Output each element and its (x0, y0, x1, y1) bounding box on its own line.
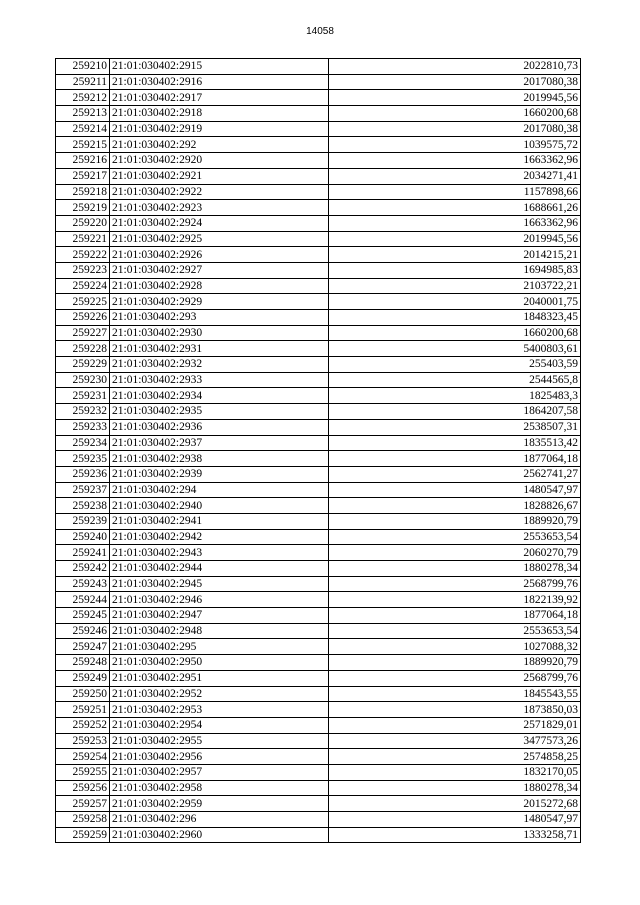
table-row (56, 168, 581, 184)
cadastral-value-cell: 1889920,79 (329, 513, 581, 529)
cadastral-number-cell: 21:01:030402:2940 (110, 498, 329, 514)
row-number-cell: 259233 (56, 419, 110, 435)
cadastral-number-cell: 21:01:030402:292 (110, 137, 329, 153)
cadastral-value-cell: 2015272,68 (329, 796, 581, 812)
cadastral-number-cell: 21:01:030402:2955 (110, 733, 329, 749)
cadastral-number-cell: 21:01:030402:2956 (110, 749, 329, 765)
row-number-cell: 259211 (56, 74, 110, 90)
cadastral-value-cell: 1845543,55 (329, 686, 581, 702)
table-row (56, 717, 581, 733)
row-number-cell: 259241 (56, 545, 110, 561)
table-row (56, 137, 581, 153)
table-row (56, 74, 581, 90)
table-row (56, 372, 581, 388)
cadastral-value-cell: 1848323,45 (329, 310, 581, 326)
cadastral-number-cell: 21:01:030402:2938 (110, 451, 329, 467)
cadastral-number-cell: 21:01:030402:2916 (110, 74, 329, 90)
cadastral-number-cell: 21:01:030402:2939 (110, 466, 329, 482)
cadastral-number-cell: 21:01:030402:2946 (110, 592, 329, 608)
row-number-cell: 259248 (56, 655, 110, 671)
row-number-cell: 259223 (56, 262, 110, 278)
cadastral-value-cell: 1877064,18 (329, 451, 581, 467)
cadastral-value-cell: 1660200,68 (329, 106, 581, 122)
cadastral-value-cell: 2538507,31 (329, 419, 581, 435)
row-number-cell: 259258 (56, 812, 110, 828)
cadastral-number-cell: 21:01:030402:2954 (110, 717, 329, 733)
row-number-cell: 259247 (56, 639, 110, 655)
cadastral-number-cell: 21:01:030402:2947 (110, 608, 329, 624)
row-number-cell: 259251 (56, 702, 110, 718)
table-row (56, 231, 581, 247)
row-number-cell: 259212 (56, 90, 110, 106)
table-row (56, 498, 581, 514)
cadastral-number-cell: 21:01:030402:2936 (110, 419, 329, 435)
cadastral-value-cell: 2103722,21 (329, 278, 581, 294)
table-row (56, 59, 581, 75)
row-number-cell: 259220 (56, 215, 110, 231)
row-number-cell: 259225 (56, 294, 110, 310)
cadastral-value-cell: 1877064,18 (329, 608, 581, 624)
table-row (56, 153, 581, 169)
row-number-cell: 259256 (56, 780, 110, 796)
cadastral-value-cell: 2017080,38 (329, 121, 581, 137)
cadastral-number-cell: 21:01:030402:2935 (110, 404, 329, 420)
cadastral-number-cell: 21:01:030402:2959 (110, 796, 329, 812)
row-number-cell: 259239 (56, 513, 110, 529)
cadastral-value-cell: 2568799,76 (329, 576, 581, 592)
cadastral-value-cell: 2040001,75 (329, 294, 581, 310)
cadastral-number-cell: 21:01:030402:2958 (110, 780, 329, 796)
cadastral-number-cell: 21:01:030402:2941 (110, 513, 329, 529)
cadastral-number-cell: 21:01:030402:2953 (110, 702, 329, 718)
cadastral-number-cell: 21:01:030402:2922 (110, 184, 329, 200)
cadastral-value-cell: 2568799,76 (329, 670, 581, 686)
row-number-cell: 259232 (56, 404, 110, 420)
cadastral-value-cell: 2553653,54 (329, 529, 581, 545)
row-number-cell: 259221 (56, 231, 110, 247)
table-row (56, 702, 581, 718)
row-number-cell: 259240 (56, 529, 110, 545)
row-number-cell: 259253 (56, 733, 110, 749)
cadastral-value-cell: 2544565,8 (329, 372, 581, 388)
table-row (56, 262, 581, 278)
row-number-cell: 259234 (56, 435, 110, 451)
table-row (56, 655, 581, 671)
table-row (56, 749, 581, 765)
table-row (56, 545, 581, 561)
cadastral-value-cell: 2553653,54 (329, 623, 581, 639)
cadastral-number-cell: 21:01:030402:2932 (110, 357, 329, 373)
row-number-cell: 259238 (56, 498, 110, 514)
cadastral-value-cell: 1039575,72 (329, 137, 581, 153)
cadastral-number-cell: 21:01:030402:2952 (110, 686, 329, 702)
row-number-cell: 259255 (56, 764, 110, 780)
cadastral-number-cell: 21:01:030402:294 (110, 482, 329, 498)
table-row (56, 686, 581, 702)
row-number-cell: 259242 (56, 561, 110, 577)
row-number-cell: 259217 (56, 168, 110, 184)
row-number-cell: 259224 (56, 278, 110, 294)
row-number-cell: 259245 (56, 608, 110, 624)
table-row (56, 435, 581, 451)
table-row (56, 294, 581, 310)
table-row (56, 90, 581, 106)
cadastral-number-cell: 21:01:030402:2915 (110, 59, 329, 75)
row-number-cell: 259213 (56, 106, 110, 122)
cadastral-value-cell: 2562741,27 (329, 466, 581, 482)
cadastral-value-cell: 2571829,01 (329, 717, 581, 733)
cadastral-value-cell: 2014215,21 (329, 247, 581, 263)
cadastral-value-cell: 1832170,05 (329, 764, 581, 780)
row-number-cell: 259237 (56, 482, 110, 498)
table-row (56, 812, 581, 828)
page-number: 14058 (306, 26, 334, 37)
cadastral-number-cell: 21:01:030402:2927 (110, 262, 329, 278)
cadastral-value-cell: 2034271,41 (329, 168, 581, 184)
cadastral-number-cell: 21:01:030402:2920 (110, 153, 329, 169)
cadastral-number-cell: 21:01:030402:2923 (110, 200, 329, 216)
row-number-cell: 259219 (56, 200, 110, 216)
cadastral-number-cell: 21:01:030402:2931 (110, 341, 329, 357)
row-number-cell: 259236 (56, 466, 110, 482)
table-row (56, 357, 581, 373)
cadastral-value-cell: 1480547,97 (329, 482, 581, 498)
cadastral-value-table (55, 58, 581, 843)
row-number-cell: 259228 (56, 341, 110, 357)
cadastral-number-cell: 21:01:030402:2917 (110, 90, 329, 106)
table-row (56, 106, 581, 122)
cadastral-number-cell: 21:01:030402:2943 (110, 545, 329, 561)
cadastral-value-cell: 1825483,3 (329, 388, 581, 404)
cadastral-number-cell: 21:01:030402:2957 (110, 764, 329, 780)
cadastral-value-cell: 1864207,58 (329, 404, 581, 420)
cadastral-number-cell: 21:01:030402:2926 (110, 247, 329, 263)
row-number-cell: 259259 (56, 827, 110, 843)
table-row (56, 639, 581, 655)
cadastral-number-cell: 21:01:030402:2924 (110, 215, 329, 231)
cadastral-value-cell: 1480547,97 (329, 812, 581, 828)
row-number-cell: 259216 (56, 153, 110, 169)
cadastral-value-cell: 3477573,26 (329, 733, 581, 749)
table-row (56, 121, 581, 137)
cadastral-value-cell: 1663362,96 (329, 215, 581, 231)
cadastral-number-cell: 21:01:030402:2937 (110, 435, 329, 451)
table-body (56, 59, 581, 843)
table-row (56, 404, 581, 420)
cadastral-value-cell: 1333258,71 (329, 827, 581, 843)
cadastral-number-cell: 21:01:030402:2929 (110, 294, 329, 310)
row-number-cell: 259246 (56, 623, 110, 639)
table-row (56, 529, 581, 545)
cadastral-number-cell: 21:01:030402:296 (110, 812, 329, 828)
row-number-cell: 259249 (56, 670, 110, 686)
row-number-cell: 259250 (56, 686, 110, 702)
table-row (56, 796, 581, 812)
row-number-cell: 259252 (56, 717, 110, 733)
cadastral-value-cell: 2017080,38 (329, 74, 581, 90)
table-row (56, 780, 581, 796)
cadastral-number-cell: 21:01:030402:2951 (110, 670, 329, 686)
row-number-cell: 259229 (56, 357, 110, 373)
cadastral-number-cell: 21:01:030402:2942 (110, 529, 329, 545)
table-row (56, 325, 581, 341)
table-row (56, 623, 581, 639)
table-row (56, 184, 581, 200)
row-number-cell: 259244 (56, 592, 110, 608)
row-number-cell: 259226 (56, 310, 110, 326)
table-row (56, 670, 581, 686)
row-number-cell: 259231 (56, 388, 110, 404)
table-row (56, 215, 581, 231)
table-row (56, 482, 581, 498)
cadastral-number-cell: 21:01:030402:2944 (110, 561, 329, 577)
table-row (56, 451, 581, 467)
table-row (56, 733, 581, 749)
cadastral-value-cell: 1822139,92 (329, 592, 581, 608)
cadastral-value-cell: 1027088,32 (329, 639, 581, 655)
cadastral-value-cell: 2022810,73 (329, 59, 581, 75)
row-number-cell: 259218 (56, 184, 110, 200)
cadastral-number-cell: 21:01:030402:295 (110, 639, 329, 655)
row-number-cell: 259257 (56, 796, 110, 812)
cadastral-value-cell: 1828826,67 (329, 498, 581, 514)
table-row (56, 561, 581, 577)
table-row (56, 592, 581, 608)
cadastral-number-cell: 21:01:030402:2925 (110, 231, 329, 247)
cadastral-number-cell: 21:01:030402:2948 (110, 623, 329, 639)
table-row (56, 827, 581, 843)
table-row (56, 310, 581, 326)
cadastral-value-cell: 1688661,26 (329, 200, 581, 216)
cadastral-value-cell: 5400803,61 (329, 341, 581, 357)
table-row (56, 200, 581, 216)
cadastral-value-cell: 1157898,66 (329, 184, 581, 200)
row-number-cell: 259222 (56, 247, 110, 263)
row-number-cell: 259214 (56, 121, 110, 137)
cadastral-value-cell: 1835513,42 (329, 435, 581, 451)
row-number-cell: 259254 (56, 749, 110, 765)
table-row (56, 608, 581, 624)
row-number-cell: 259210 (56, 59, 110, 75)
row-number-cell: 259235 (56, 451, 110, 467)
cadastral-number-cell: 21:01:030402:293 (110, 310, 329, 326)
cadastral-value-cell: 2574858,25 (329, 749, 581, 765)
cadastral-value-cell: 1889920,79 (329, 655, 581, 671)
cadastral-value-cell: 1660200,68 (329, 325, 581, 341)
table-row (56, 576, 581, 592)
cadastral-value-cell: 1663362,96 (329, 153, 581, 169)
row-number-cell: 259243 (56, 576, 110, 592)
cadastral-number-cell: 21:01:030402:2919 (110, 121, 329, 137)
table-row (56, 341, 581, 357)
row-number-cell: 259230 (56, 372, 110, 388)
cadastral-value-cell: 1880278,34 (329, 780, 581, 796)
cadastral-value-cell: 2019945,56 (329, 231, 581, 247)
cadastral-value-cell: 1880278,34 (329, 561, 581, 577)
cadastral-value-cell: 2019945,56 (329, 90, 581, 106)
cadastral-number-cell: 21:01:030402:2930 (110, 325, 329, 341)
cadastral-number-cell: 21:01:030402:2934 (110, 388, 329, 404)
cadastral-number-cell: 21:01:030402:2918 (110, 106, 329, 122)
cadastral-number-cell: 21:01:030402:2933 (110, 372, 329, 388)
cadastral-number-cell: 21:01:030402:2960 (110, 827, 329, 843)
cadastral-number-cell: 21:01:030402:2945 (110, 576, 329, 592)
table-row (56, 764, 581, 780)
table-row (56, 278, 581, 294)
table-row (56, 513, 581, 529)
cadastral-value-cell: 255403,59 (329, 357, 581, 373)
table-row (56, 419, 581, 435)
cadastral-number-cell: 21:01:030402:2928 (110, 278, 329, 294)
table-row (56, 388, 581, 404)
cadastral-number-cell: 21:01:030402:2921 (110, 168, 329, 184)
row-number-cell: 259227 (56, 325, 110, 341)
table-row (56, 247, 581, 263)
cadastral-value-cell: 1694985,83 (329, 262, 581, 278)
table-row (56, 466, 581, 482)
row-number-cell: 259215 (56, 137, 110, 153)
cadastral-value-cell: 1873850,03 (329, 702, 581, 718)
cadastral-number-cell: 21:01:030402:2950 (110, 655, 329, 671)
cadastral-value-cell: 2060270,79 (329, 545, 581, 561)
